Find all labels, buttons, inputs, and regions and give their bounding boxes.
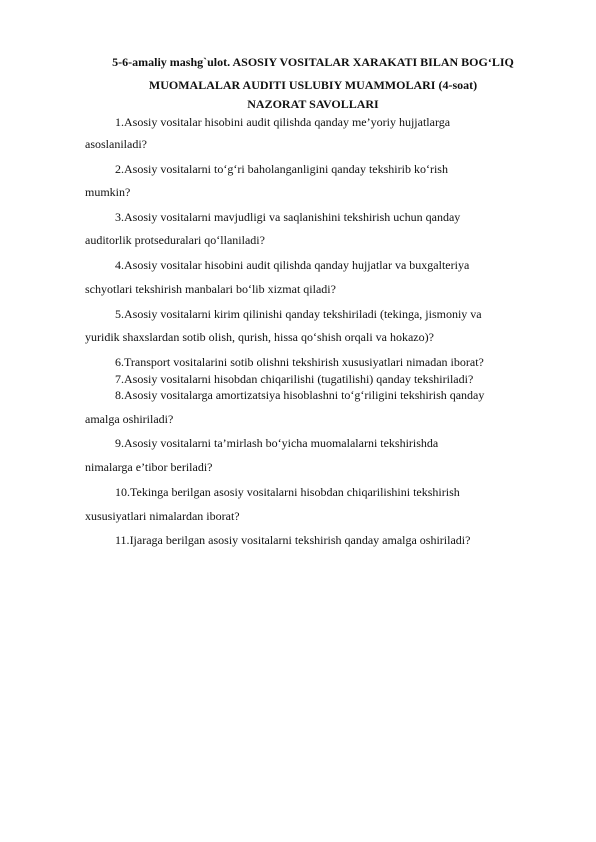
document-title-line2: MUOMALALAR AUDITI USLUBIY MUAMMOLARI (4-soat) bbox=[148, 78, 478, 92]
question-10 bbox=[85, 486, 545, 499]
question-11 bbox=[85, 534, 545, 547]
question-8 bbox=[85, 389, 545, 402]
question-text: Asosiy vositalarni hisobdan chiqarilishi (tugatilishi) qanday tekshiriladi? bbox=[124, 372, 474, 386]
question-text: Asosiy vositalarni kirim qilinishi qanday tekshiriladi (tekinga, jismoniy va bbox=[124, 307, 482, 321]
question-7 bbox=[85, 373, 545, 386]
question-text: Asosiy vositalar hisobini audit qilishda qanday hujjatlar va buxgalteriya bbox=[124, 258, 470, 272]
question-number: 5. bbox=[115, 307, 124, 321]
question-text: Asosiy vositalarni mavjudligi va saqlanishini tekshirish uchun qanday bbox=[124, 210, 461, 224]
question-9 bbox=[85, 437, 545, 450]
question-9-continuation: nimalarga e’tibor beriladi? bbox=[85, 460, 213, 474]
question-3 bbox=[85, 211, 545, 224]
question-8-continuation: amalga oshiriladi? bbox=[85, 412, 174, 426]
question-1-continuation: asoslaniladi? bbox=[85, 137, 147, 151]
question-text: Transport vositalarini sotib olishni tekshirish xususiyatlari nimadan iborat? bbox=[124, 355, 484, 369]
question-text: Asosiy vositalarni ta’mirlash bo‘yicha muomalalarni tekshirishda bbox=[124, 436, 439, 450]
question-text: Tekinga berilgan asosiy vositalarni hisobdan chiqarilishini tekshirish bbox=[130, 485, 460, 499]
question-number: 10. bbox=[115, 485, 130, 499]
question-text: Asosiy vositalar hisobini audit qilishda qanday me’yoriy hujjatlarga bbox=[124, 115, 451, 129]
question-number: 9. bbox=[115, 436, 124, 450]
question-1 bbox=[85, 116, 545, 129]
question-5 bbox=[85, 308, 545, 321]
question-number: 6. bbox=[115, 355, 124, 369]
question-10-continuation: xususiyatlari nimalardan iborat? bbox=[85, 509, 240, 523]
question-text: Asosiy vositalarga amortizatsiya hisoblashni to‘g‘riligini tekshirish qanday bbox=[124, 388, 485, 402]
question-number: 8. bbox=[115, 388, 124, 402]
question-number: 7. bbox=[115, 372, 124, 386]
document-title-line1: 5-6-amaliy mashg`ulot. ASOSIY VOSITALAR XARAKATI BILAN BOG‘LIQ bbox=[112, 55, 514, 69]
question-number: 2. bbox=[115, 162, 124, 176]
question-text: Asosiy vositalarni to‘g‘ri baholanganligini qanday tekshirib ko‘rish bbox=[124, 162, 448, 176]
question-number: 4. bbox=[115, 258, 124, 272]
question-2-continuation: mumkin? bbox=[85, 185, 131, 199]
section-title: NAZORAT SAVOLLARI bbox=[247, 97, 379, 111]
question-number: 1. bbox=[115, 115, 124, 129]
question-3-continuation: auditorlik protseduralari qo‘llaniladi? bbox=[85, 233, 265, 247]
question-4-continuation: schyotlari tekshirish manbalari bo‘lib xizmat qiladi? bbox=[85, 282, 336, 296]
question-text: Ijaraga berilgan asosiy vositalarni tekshirish qanday amalga oshiriladi? bbox=[129, 533, 471, 547]
question-6 bbox=[85, 356, 545, 369]
question-4 bbox=[85, 259, 545, 272]
question-number: 3. bbox=[115, 210, 124, 224]
question-2 bbox=[85, 163, 545, 176]
question-number: 11. bbox=[115, 533, 130, 547]
question-5-continuation: yuridik shaxslardan sotib olish, qurish, hissa qo‘shish orqali va hokazo)? bbox=[85, 330, 434, 344]
